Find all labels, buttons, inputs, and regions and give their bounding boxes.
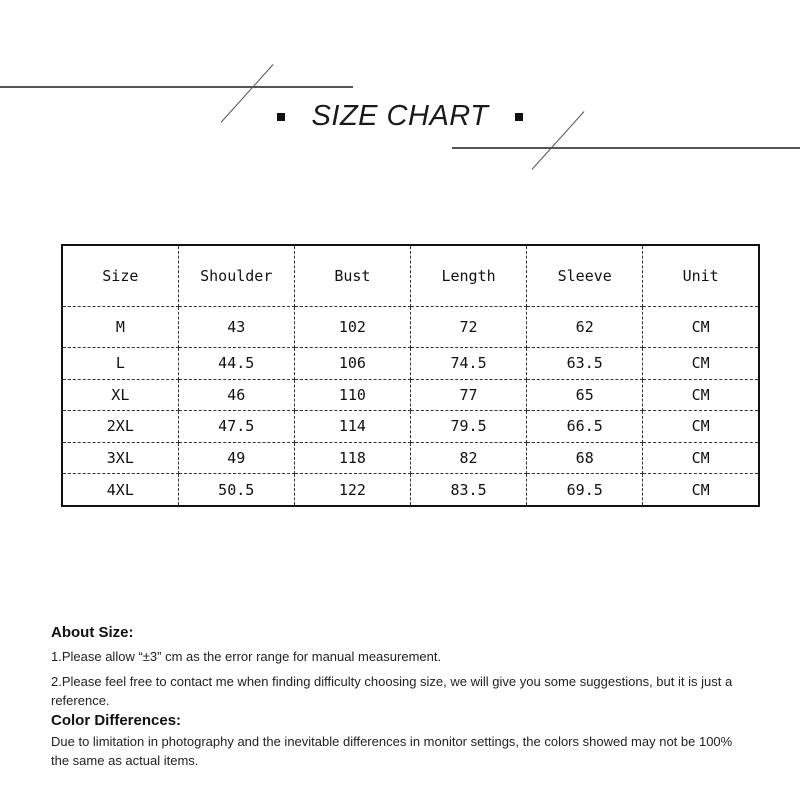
table-cell: 110 <box>294 379 410 411</box>
column-header: Size <box>62 245 178 307</box>
table-cell: 3XL <box>62 442 178 474</box>
table-cell: 2XL <box>62 411 178 443</box>
table-cell: 43 <box>178 307 294 348</box>
table-cell: 74.5 <box>410 348 526 380</box>
table-row <box>62 348 759 380</box>
table-cell: 4XL <box>62 474 178 506</box>
table-row <box>62 442 759 474</box>
table-header-row <box>62 245 759 307</box>
table-row <box>62 307 759 348</box>
table-cell: 77 <box>410 379 526 411</box>
table-cell: 68 <box>527 442 643 474</box>
table-cell: 83.5 <box>410 474 526 506</box>
table-cell: XL <box>62 379 178 411</box>
color-differences-text: Due to limitation in photography and the inevitable differences in monitor settings, the colors showed may not be 100% the same as actual items. <box>51 734 733 768</box>
about-size-note-1: 1.Please allow “±3” cm as the error range for manual measurement. <box>51 649 442 664</box>
table-cell: CM <box>643 348 759 380</box>
table-cell: CM <box>643 379 759 411</box>
about-size-heading: About Size: <box>51 624 134 641</box>
column-header: Shoulder <box>178 245 294 307</box>
table-cell: 47.5 <box>178 411 294 443</box>
about-size-section <box>51 624 751 710</box>
column-header: Length <box>410 245 526 307</box>
column-header: Unit <box>643 245 759 307</box>
table-cell: 102 <box>294 307 410 348</box>
table-cell: 82 <box>410 442 526 474</box>
table-cell: 106 <box>294 348 410 380</box>
table-cell: 114 <box>294 411 410 443</box>
table-cell: 65 <box>527 379 643 411</box>
table-cell: 50.5 <box>178 474 294 506</box>
table-row <box>62 474 759 506</box>
bullet-icon <box>277 113 285 121</box>
about-size-note-2: 2.Please feel free to contact me when finding difficulty choosing size, we will give you some suggestions, but it is just a reference. <box>51 674 733 708</box>
table-cell: CM <box>643 442 759 474</box>
decorative-line-right <box>452 147 800 149</box>
table-cell: 79.5 <box>410 411 526 443</box>
table-cell: 122 <box>294 474 410 506</box>
table-cell: L <box>62 348 178 380</box>
column-header: Bust <box>294 245 410 307</box>
color-differences-section <box>51 712 751 770</box>
table-cell: CM <box>643 307 759 348</box>
table-cell: 118 <box>294 442 410 474</box>
decorative-line-left <box>0 86 353 88</box>
color-differences-heading: Color Differences: <box>51 712 182 729</box>
bullet-icon <box>515 113 523 121</box>
table-cell: 69.5 <box>527 474 643 506</box>
table-cell: 62 <box>527 307 643 348</box>
table-cell: 44.5 <box>178 348 294 380</box>
table-cell: 63.5 <box>527 348 643 380</box>
title-bar <box>0 100 800 133</box>
table-cell: 49 <box>178 442 294 474</box>
table-cell: 66.5 <box>527 411 643 443</box>
column-header: Sleeve <box>527 245 643 307</box>
table-cell: 46 <box>178 379 294 411</box>
table-cell: CM <box>643 474 759 506</box>
table-cell: M <box>62 307 178 348</box>
table-cell: CM <box>643 411 759 443</box>
table-row <box>62 379 759 411</box>
table-row <box>62 411 759 443</box>
page-title: SIZE CHART <box>311 100 489 132</box>
table-cell: 72 <box>410 307 526 348</box>
size-table <box>61 244 760 507</box>
